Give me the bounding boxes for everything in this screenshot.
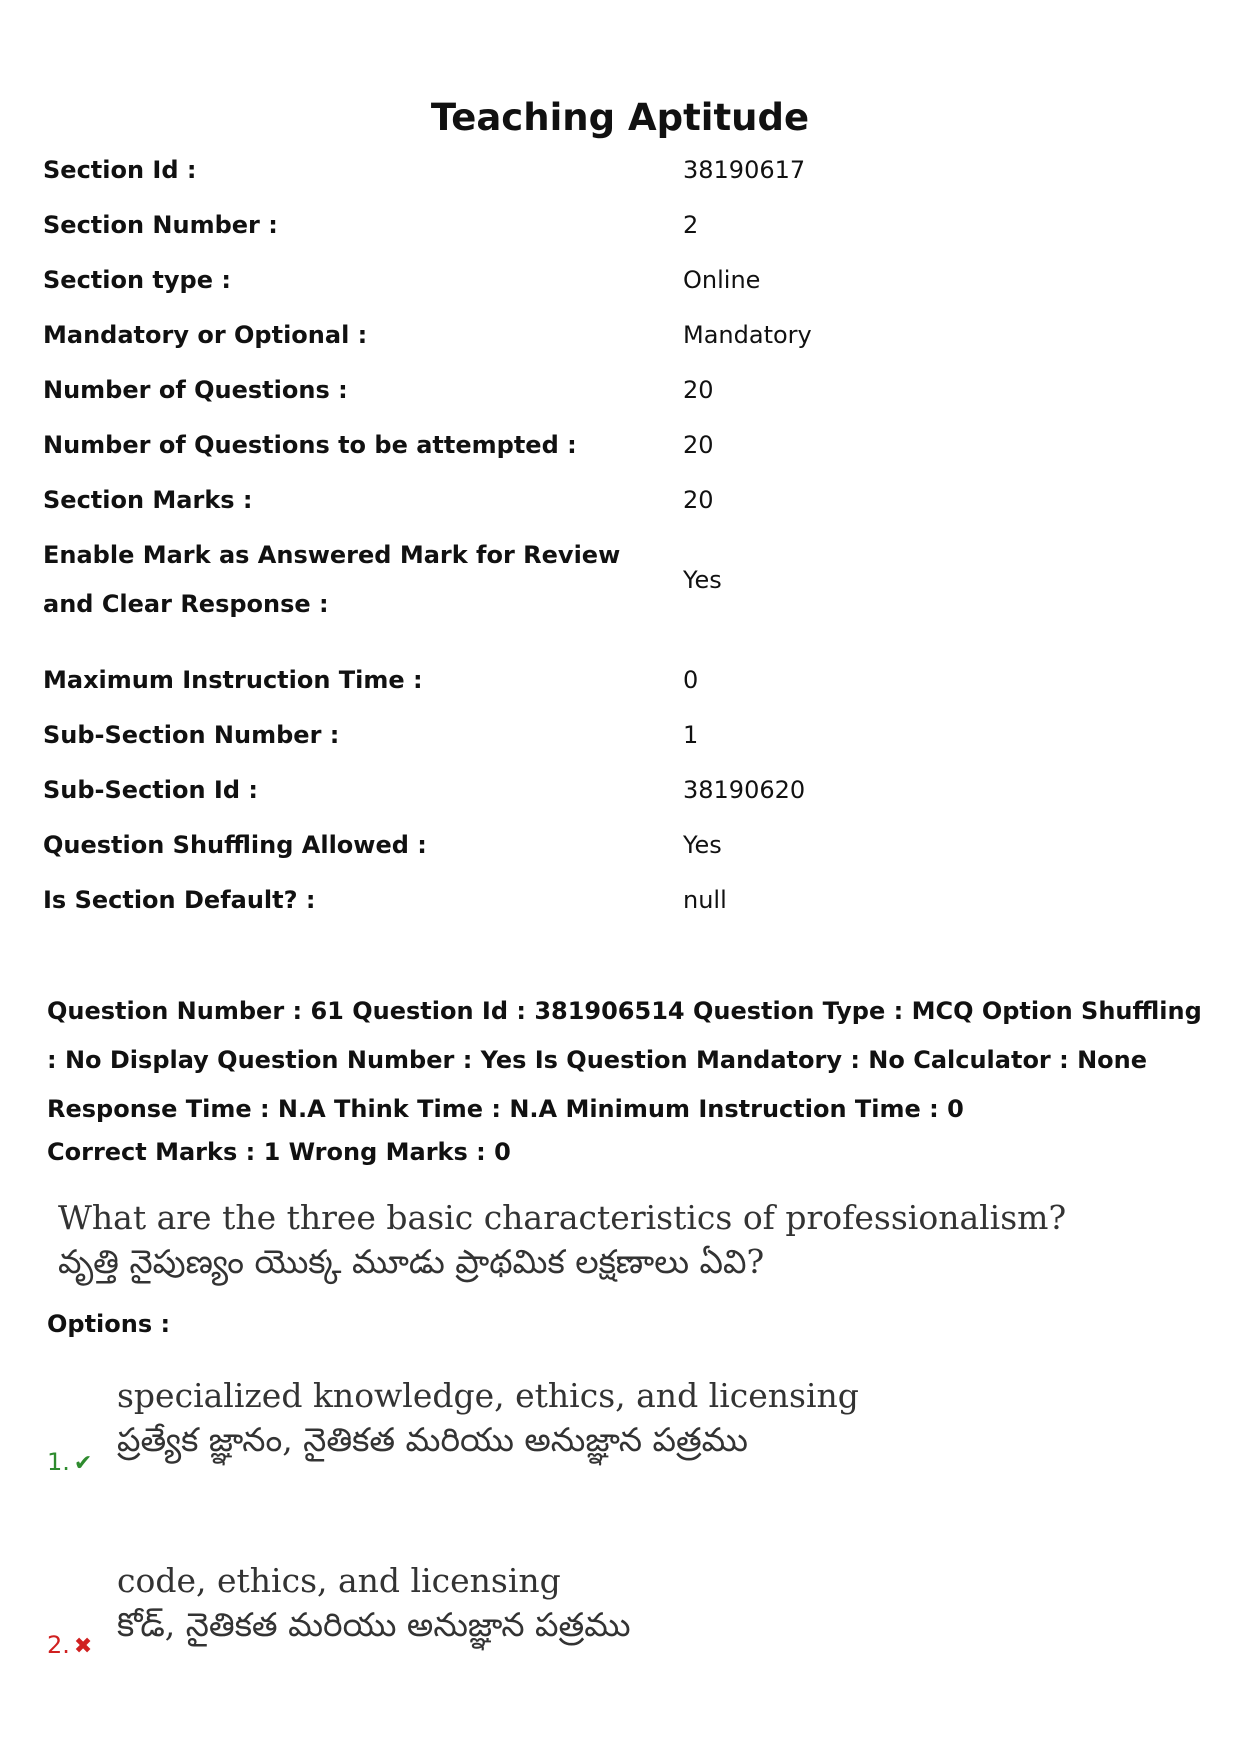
option-2-text-english: code, ethics, and licensing: [117, 1561, 561, 1600]
section-marks-value: 20: [683, 486, 714, 514]
max-instruction-time-label: Maximum Instruction Time :: [43, 666, 423, 694]
section-marks-label: Section Marks :: [43, 486, 253, 514]
enable-mark-value: Yes: [683, 566, 722, 594]
section-number-value: 2: [683, 211, 699, 239]
option-2-number: 2. ✖: [47, 1631, 93, 1659]
number-of-questions-value: 20: [683, 376, 714, 404]
question-text-english: What are the three basic characteristics of professionalism?: [58, 1198, 1067, 1237]
option-2-text-telugu: కోడ్, నైతికత మరియు అనుజ్ఞాన పత్రము: [117, 1605, 631, 1644]
question-metadata: Question Number : 61 Question Id : 381906514 Question Type : MCQ Option Shuffling : No Display Question Number : Yes Is Question Mandatory : No Calculator : None Response Time : N.A Think Time : N.A Minimum Instruction Time : 0: [47, 997, 1202, 1123]
section-id-value: 38190617: [683, 156, 806, 184]
mandatory-optional-label: Mandatory or Optional :: [43, 321, 368, 349]
question-text-telugu: వృత్తి నైపుణ్యం యొక్క మూడు ప్రాథమిక లక్షణాలు ఏవి?: [58, 1242, 765, 1281]
questions-to-attempt-label: Number of Questions to be attempted :: [43, 431, 577, 459]
section-number-label: Section Number :: [43, 211, 278, 239]
mandatory-optional-value: Mandatory: [683, 321, 812, 349]
sub-section-id-label: Sub-Section Id :: [43, 776, 258, 804]
questions-to-attempt-value: 20: [683, 431, 714, 459]
option-2-text: [117, 1559, 631, 1647]
option-1-text-telugu: ప్రత్యేక జ్ఞానం, నైతికత మరియు అనుజ్ఞాన పత్రము: [117, 1420, 748, 1459]
sub-section-number-value: 1: [683, 721, 699, 749]
option-1-number: 1. ✔: [47, 1448, 93, 1476]
options-label: Options :: [47, 1310, 171, 1338]
question-shuffling-value: Yes: [683, 831, 722, 859]
sub-section-id-value: 38190620: [683, 776, 806, 804]
max-instruction-time-value: 0: [683, 666, 699, 694]
section-type-label: Section type :: [43, 266, 231, 294]
question-shuffling-label: Question Shuffling Allowed :: [43, 831, 427, 859]
option-1-text: [117, 1374, 859, 1462]
option-1-text-english: specialized knowledge, ethics, and licensing: [117, 1376, 859, 1415]
section-type-value: Online: [683, 266, 761, 294]
section-default-value: null: [683, 886, 727, 914]
page-title: Teaching Aptitude: [430, 96, 810, 139]
enable-mark-label: Enable Mark as Answered Mark for Review and Clear Response :: [43, 541, 621, 618]
section-default-label: Is Section Default? :: [43, 886, 316, 914]
number-of-questions-label: Number of Questions :: [43, 376, 348, 404]
check-icon: ✔: [73, 1451, 93, 1476]
section-id-label: Section Id :: [43, 156, 197, 184]
cross-icon: ✖: [73, 1634, 93, 1659]
sub-section-number-label: Sub-Section Number :: [43, 721, 340, 749]
question-marks: Correct Marks : 1 Wrong Marks : 0: [47, 1138, 511, 1166]
question-text: [58, 1196, 1066, 1284]
